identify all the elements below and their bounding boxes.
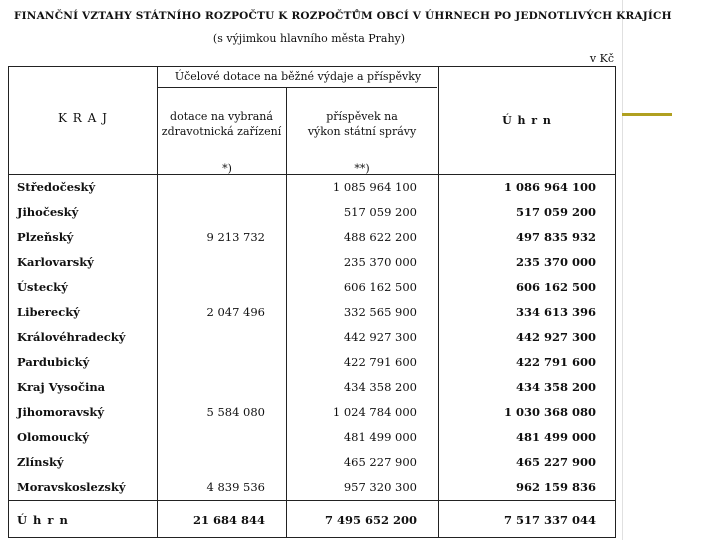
- table-row-uhrn: 481 499 000: [515, 430, 596, 444]
- table-row-region: Liberecký: [17, 305, 80, 319]
- header-col1-line2: zdravotnická zařízení: [161, 125, 282, 138]
- table-row-region: Královéhradecký: [17, 330, 126, 344]
- table-row-uhrn: 962 159 836: [515, 480, 596, 494]
- table-row-prispevek: 1 024 784 000: [332, 405, 417, 419]
- table-row-prispevek: 442 927 300: [343, 330, 417, 344]
- header-col1-note: *): [222, 162, 232, 175]
- header-col3: Ú h r n: [502, 114, 552, 127]
- table-row-prispevek: 465 227 900: [343, 455, 417, 469]
- header-col2-line1: příspěvek na: [326, 110, 398, 123]
- table-row-prispevek: 1 085 964 100: [332, 180, 417, 194]
- table-row-region: Jihočeský: [17, 205, 79, 219]
- header-col1-line1: dotace na vybraná: [170, 110, 273, 123]
- finance-table: [8, 66, 616, 538]
- document-subtitle: (s výjimkou hlavního města Prahy): [212, 32, 406, 45]
- table-row-region: Zlínský: [17, 455, 64, 469]
- table-row-region: Karlovarský: [17, 255, 94, 269]
- table-row-uhrn: 334 613 396: [515, 305, 596, 319]
- table-row-region: Středočeský: [17, 180, 96, 194]
- table-row-prispevek: 481 499 000: [343, 430, 417, 444]
- column-divider: [438, 67, 439, 537]
- table-row-region: Jihomoravský: [17, 405, 104, 419]
- table-row-region: Olomoucký: [17, 430, 89, 444]
- table-row-uhrn: 422 791 600: [515, 355, 596, 369]
- table-row-prispevek: 488 622 200: [343, 230, 417, 244]
- table-row-prispevek: 422 791 600: [343, 355, 417, 369]
- table-row-dotace: 9 213 732: [206, 230, 265, 244]
- group-header-rule: [157, 87, 437, 88]
- accent-line: [622, 113, 672, 116]
- table-row-prispevek: 434 358 200: [343, 380, 417, 394]
- header-col2-line2: výkon státní správy: [307, 125, 417, 138]
- document-title: FINANČNÍ VZTAHY STÁTNÍHO ROZPOČTU K ROZPOČTŮM OBCÍ V ÚHRNECH PO JEDNOTLIVÝCH KRAJÍCH: [14, 10, 672, 22]
- table-row-dotace: 5 584 080: [206, 405, 265, 419]
- total-label: Ú h r n: [17, 513, 69, 527]
- total-uhrn: 7 517 337 044: [503, 513, 596, 527]
- table-row-uhrn: 442 927 300: [515, 330, 596, 344]
- header-kraj: K R A J: [58, 111, 108, 125]
- table-row-uhrn: 497 835 932: [515, 230, 596, 244]
- table-row-prispevek: 517 059 200: [343, 205, 417, 219]
- total-prispevek: 7 495 652 200: [324, 513, 417, 527]
- table-row-dotace: 2 047 496: [206, 305, 265, 319]
- table-row-prispevek: 957 320 300: [343, 480, 417, 494]
- table-row-uhrn: 434 358 200: [515, 380, 596, 394]
- table-row-uhrn: 465 227 900: [515, 455, 596, 469]
- table-row-region: Plzeňský: [17, 230, 74, 244]
- table-row-uhrn: 1 030 368 080: [503, 405, 596, 419]
- table-row-region: Pardubický: [17, 355, 90, 369]
- table-row-uhrn: 235 370 000: [515, 255, 596, 269]
- table-row-dotace: 4 839 536: [206, 480, 265, 494]
- table-row-uhrn: 517 059 200: [515, 205, 596, 219]
- table-row-prispevek: 235 370 000: [343, 255, 417, 269]
- currency-unit: v Kč: [589, 52, 614, 65]
- table-row-prispevek: 606 162 500: [343, 280, 417, 294]
- table-row-region: Kraj Vysočina: [17, 380, 106, 394]
- table-row-uhrn: 606 162 500: [515, 280, 596, 294]
- total-rule: [9, 500, 615, 501]
- total-dotace: 21 684 844: [192, 513, 265, 527]
- table-row-uhrn: 1 086 964 100: [503, 180, 596, 194]
- column-divider: [286, 87, 287, 537]
- header-group: Účelové dotace na běžné výdaje a příspěvky: [174, 70, 422, 83]
- table-row-region: Ústecký: [17, 280, 68, 294]
- table-row-prispevek: 332 565 900: [343, 305, 417, 319]
- header-col2-note: **): [354, 162, 370, 175]
- table-row-region: Moravskoslezský: [17, 480, 126, 494]
